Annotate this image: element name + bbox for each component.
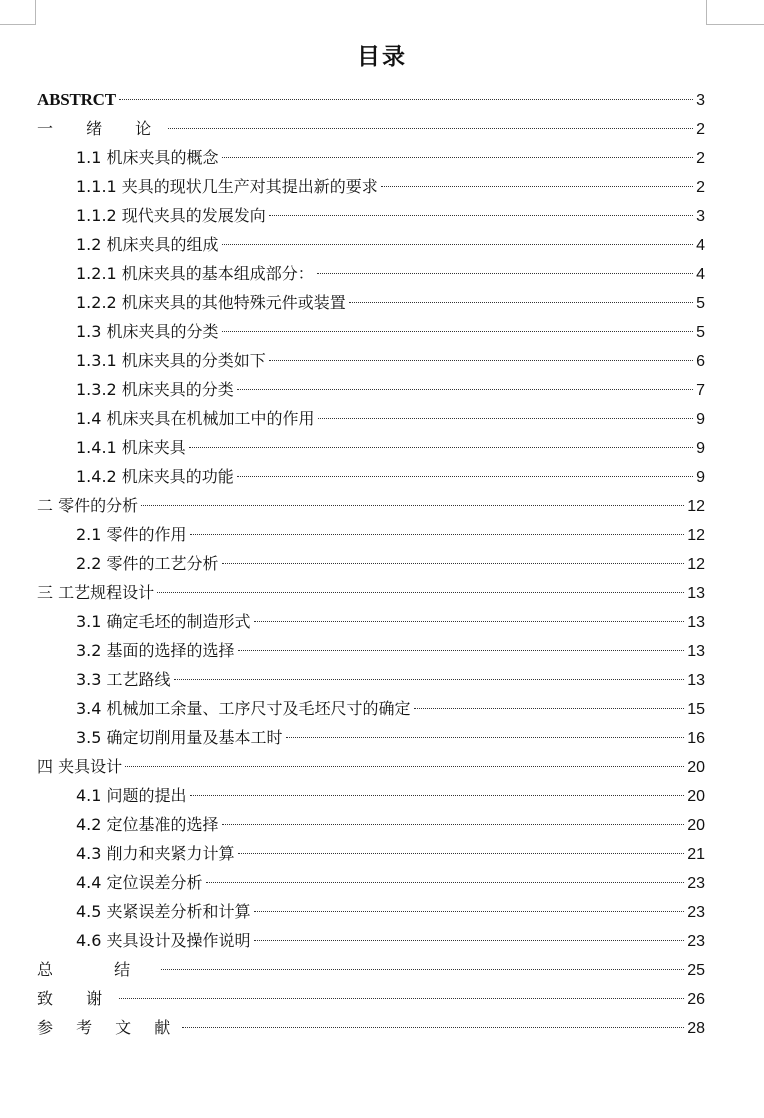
crop-mark-top-right — [706, 0, 707, 24]
dot-leader — [119, 99, 693, 100]
toc-page-number: 21 — [687, 846, 705, 863]
toc-entry[interactable] — [76, 172, 705, 201]
toc-entry-text: 4.3 削力和夹紧力计算 — [76, 844, 235, 863]
toc-page-number: 25 — [687, 962, 705, 979]
toc-entry[interactable] — [76, 404, 705, 433]
toc-entry-text: 3.5 确定切削用量及基本工时 — [76, 728, 283, 747]
toc-entry-text: 1.4 机床夹具在机械加工中的作用 — [76, 409, 315, 428]
toc-entry[interactable] — [37, 752, 705, 781]
toc-entry[interactable] — [76, 839, 705, 868]
toc-page-number: 3 — [696, 208, 705, 225]
toc-entry[interactable] — [76, 868, 705, 897]
toc-entry[interactable] — [76, 288, 705, 317]
dot-leader — [125, 766, 684, 767]
dot-leader — [222, 824, 685, 825]
toc-entry[interactable] — [37, 85, 705, 114]
dot-leader — [174, 679, 685, 680]
toc-entry-text: 1.2.1 机床夹具的基本组成部分： — [76, 264, 314, 283]
toc-entry[interactable] — [76, 897, 705, 926]
crop-mark-top-left — [35, 0, 36, 24]
toc-entry-text: 致 谢 — [37, 989, 117, 1008]
dot-leader — [269, 360, 693, 361]
toc-entry-text: 2.1 零件的作用 — [76, 525, 187, 544]
toc-page-number: 3 — [696, 92, 705, 109]
dot-leader — [237, 389, 693, 390]
dot-leader — [381, 186, 693, 187]
toc-entry-text: 1.3.1 机床夹具的分类如下 — [76, 351, 266, 370]
dot-leader — [222, 331, 694, 332]
dot-leader — [349, 302, 693, 303]
toc-entry[interactable] — [76, 462, 705, 491]
toc-page-number: 20 — [687, 817, 705, 834]
dot-leader — [318, 418, 694, 419]
toc-entry-text: 4.6 夹具设计及操作说明 — [76, 931, 251, 950]
toc-entry-text: 4.2 定位基准的选择 — [76, 815, 219, 834]
toc-entry-text: 1.1 机床夹具的概念 — [76, 148, 219, 167]
dot-leader — [286, 737, 685, 738]
dot-leader — [190, 795, 685, 796]
toc-page-number: 26 — [687, 991, 705, 1008]
toc-entry[interactable] — [37, 578, 705, 607]
toc-entry[interactable] — [76, 549, 705, 578]
dot-leader — [414, 708, 685, 709]
toc-entry-text: 二 零件的分析 — [37, 496, 139, 515]
toc-page-number: 9 — [696, 440, 705, 457]
toc-entry[interactable] — [37, 491, 705, 520]
toc-entry[interactable] — [76, 143, 705, 172]
toc-entry[interactable] — [76, 259, 705, 288]
toc-page-number: 7 — [696, 382, 705, 399]
dot-leader — [237, 476, 693, 477]
dot-leader — [238, 650, 685, 651]
toc-entry[interactable] — [37, 955, 705, 984]
toc-page-number: 6 — [696, 353, 705, 370]
toc-page-number: 4 — [696, 237, 705, 254]
toc-page-number: 2 — [696, 179, 705, 196]
toc-entry[interactable] — [76, 230, 705, 259]
toc-entry-text: 1.1.2 现代夹具的发展发向 — [76, 206, 266, 225]
toc-page-number: 23 — [687, 875, 705, 892]
crop-mark-top-left-horizontal — [0, 24, 36, 25]
toc-entry[interactable] — [37, 984, 705, 1013]
toc-entry[interactable] — [76, 346, 705, 375]
toc-entry-text: 四 夹具设计 — [37, 757, 123, 776]
toc-page-number: 9 — [696, 469, 705, 486]
toc-entry-text: 1.3 机床夹具的分类 — [76, 322, 219, 341]
toc-entry[interactable] — [37, 114, 705, 143]
dot-leader — [222, 244, 694, 245]
toc-entry-text: 3.4 机械加工余量、工序尺寸及毛坯尺寸的确定 — [76, 699, 411, 718]
dot-leader — [119, 998, 684, 999]
toc-entry-text: 4.4 定位误差分析 — [76, 873, 203, 892]
toc-page-number: 12 — [687, 556, 705, 573]
dot-leader — [206, 882, 685, 883]
dot-leader — [222, 157, 694, 158]
toc-page-number: 13 — [687, 643, 705, 660]
toc-page-number: 2 — [696, 121, 705, 138]
toc-entry[interactable] — [76, 520, 705, 549]
toc-entry-text: 3.1 确定毛坯的制造形式 — [76, 612, 251, 631]
dot-leader — [161, 969, 684, 970]
toc-page-number: 9 — [696, 411, 705, 428]
toc-page-number: 15 — [687, 701, 705, 718]
toc-entry[interactable] — [76, 607, 705, 636]
toc-entry-text: 一 绪 论 — [37, 119, 166, 138]
toc-page-number: 23 — [687, 933, 705, 950]
dot-leader — [254, 621, 685, 622]
toc-page-number: 12 — [687, 498, 705, 515]
toc-page-number: 5 — [696, 324, 705, 341]
toc-entry-text: 1.4.1 机床夹具 — [76, 438, 186, 457]
dot-leader — [222, 563, 685, 564]
toc-entry-text: 3.3 工艺路线 — [76, 670, 171, 689]
dot-leader — [182, 1027, 684, 1028]
toc-page-number: 13 — [687, 614, 705, 631]
toc-entry[interactable] — [76, 694, 705, 723]
toc-entry-text: ABSTRCT — [37, 90, 116, 109]
toc-entry[interactable] — [76, 723, 705, 752]
dot-leader — [141, 505, 684, 506]
toc-entry[interactable] — [76, 926, 705, 955]
toc-entry-text: 4.1 问题的提出 — [76, 786, 187, 805]
toc-entry[interactable] — [76, 781, 705, 810]
toc-entry[interactable] — [76, 810, 705, 839]
toc-page-number: 12 — [687, 527, 705, 544]
toc-entry-text: 2.2 零件的工艺分析 — [76, 554, 219, 573]
dot-leader — [238, 853, 685, 854]
toc-entry[interactable] — [37, 1013, 705, 1042]
toc-entry-text: 1.1.1 夹具的现状几生产对其提出新的要求 — [76, 177, 378, 196]
dot-leader — [254, 911, 685, 912]
dot-leader — [157, 592, 684, 593]
dot-leader — [168, 128, 693, 129]
toc-entry-text: 参 考 文 献 — [37, 1018, 180, 1037]
toc-entry-text: 总 结 — [37, 960, 159, 979]
toc-entry-text: 1.4.2 机床夹具的功能 — [76, 467, 234, 486]
toc-entry-text: 1.2.2 机床夹具的其他特殊元件或装置 — [76, 293, 346, 312]
toc-entry[interactable] — [76, 317, 705, 346]
toc-page-number: 2 — [696, 150, 705, 167]
toc-entry-text: 4.5 夹紧误差分析和计算 — [76, 902, 251, 921]
dot-leader — [269, 215, 693, 216]
toc-page-number: 4 — [696, 266, 705, 283]
toc-entry-text: 1.3.2 机床夹具的分类 — [76, 380, 234, 399]
toc-entry[interactable] — [76, 636, 705, 665]
toc-entry-text: 1.2 机床夹具的组成 — [76, 235, 219, 254]
toc-title: 目录 — [357, 43, 407, 70]
toc-page-number: 16 — [687, 730, 705, 747]
toc-entry-text: 三 工艺规程设计 — [37, 583, 155, 602]
toc-entry[interactable] — [76, 433, 705, 462]
toc-page-number: 13 — [687, 585, 705, 602]
dot-leader — [254, 940, 685, 941]
toc-page-number: 28 — [687, 1020, 705, 1037]
toc-page-number: 20 — [687, 759, 705, 776]
toc-entry[interactable] — [76, 665, 705, 694]
toc-entry[interactable] — [76, 375, 705, 404]
toc-page-number: 5 — [696, 295, 705, 312]
dot-leader — [189, 447, 693, 448]
dot-leader — [190, 534, 685, 535]
toc-entry[interactable] — [76, 201, 705, 230]
toc-page-number: 23 — [687, 904, 705, 921]
toc-entry-text: 3.2 基面的选择的选择 — [76, 641, 235, 660]
toc-page-number: 13 — [687, 672, 705, 689]
crop-mark-top-right-horizontal — [706, 24, 764, 25]
dot-leader — [317, 273, 693, 274]
toc-page-number: 20 — [687, 788, 705, 805]
